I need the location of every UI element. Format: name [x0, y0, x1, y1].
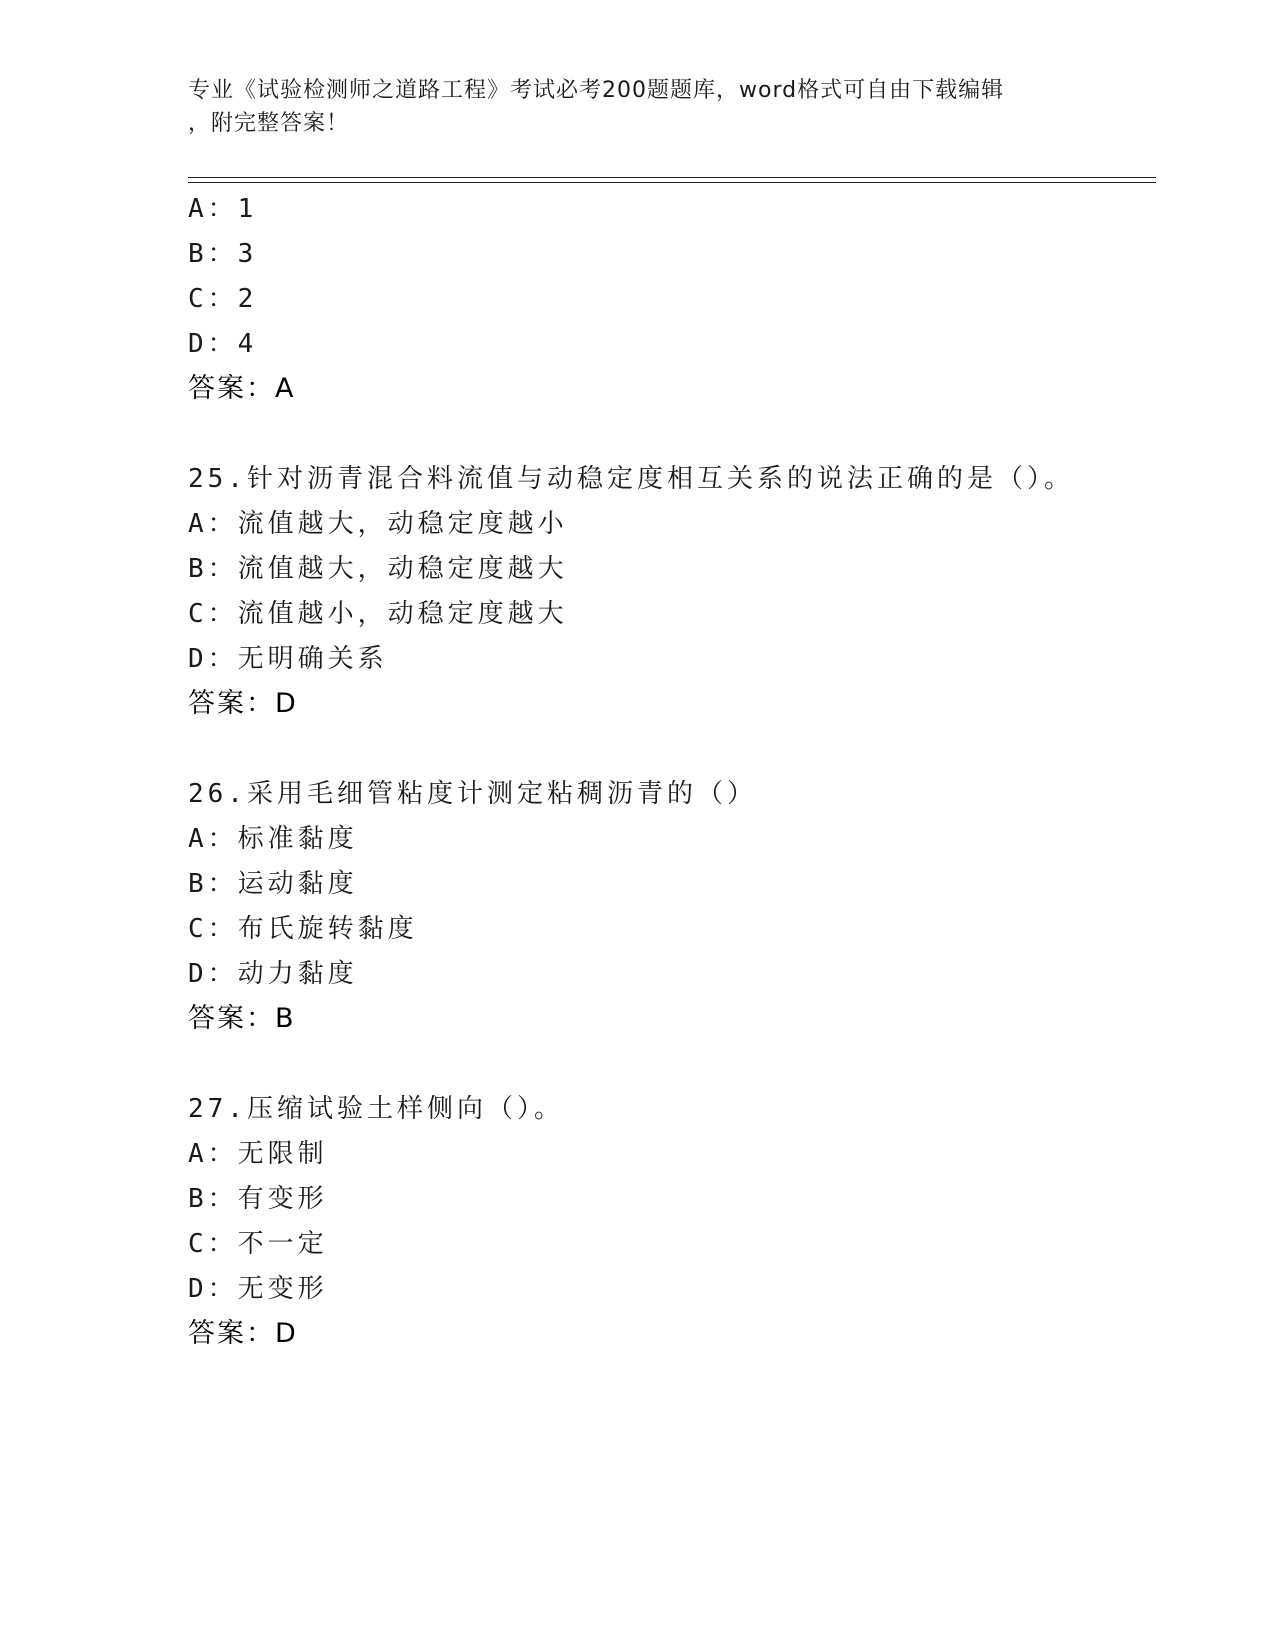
question-25-option-c: C：流值越小，动稳定度越大 — [188, 599, 568, 629]
question-27-stem: 27.压缩试验土样侧向（）。 — [188, 1094, 564, 1124]
prev-option-c: C：2 — [188, 284, 258, 314]
question-25-option-d: D：无明确关系 — [188, 644, 388, 674]
header-divider-top — [188, 177, 1156, 178]
question-27-option-d: D：无变形 — [188, 1274, 328, 1304]
question-26-option-c: C：布氏旋转黏度 — [188, 914, 418, 944]
document-header — [188, 74, 1068, 140]
question-26-stem: 26.采用毛细管粘度计测定粘稠沥青的（） — [188, 779, 757, 809]
question-27-option-a: A：无限制 — [188, 1139, 328, 1169]
question-25-option-b: B：流值越大，动稳定度越大 — [188, 554, 568, 584]
question-26-answer: 答案：B — [188, 1003, 296, 1034]
question-25-answer: 答案：D — [188, 688, 298, 719]
prev-option-b: B：3 — [188, 239, 258, 269]
prev-answer: 答案：A — [188, 373, 296, 404]
header-title-line-2: ，附完整答案！ — [188, 111, 350, 136]
prev-option-d: D：4 — [188, 329, 258, 359]
prev-option-a: A：1 — [188, 194, 258, 224]
question-25-stem: 25.针对沥青混合料流值与动稳定度相互关系的说法正确的是（）。 — [188, 464, 1074, 494]
question-27-answer: 答案：D — [188, 1318, 298, 1349]
question-26-option-d: D：动力黏度 — [188, 959, 358, 989]
header-title-line-1: 专业《试验检测师之道路工程》考试必考200题题库，word格式可自由下载编辑 — [188, 78, 1005, 103]
question-26-option-b: B：运动黏度 — [188, 869, 358, 899]
question-25-option-a: A：流值越大，动稳定度越小 — [188, 509, 568, 539]
header-divider-bottom — [188, 182, 1156, 183]
question-27-option-b: B：有变形 — [188, 1184, 328, 1214]
question-26-option-a: A：标准黏度 — [188, 824, 358, 854]
question-27-option-c: C：不一定 — [188, 1229, 328, 1259]
